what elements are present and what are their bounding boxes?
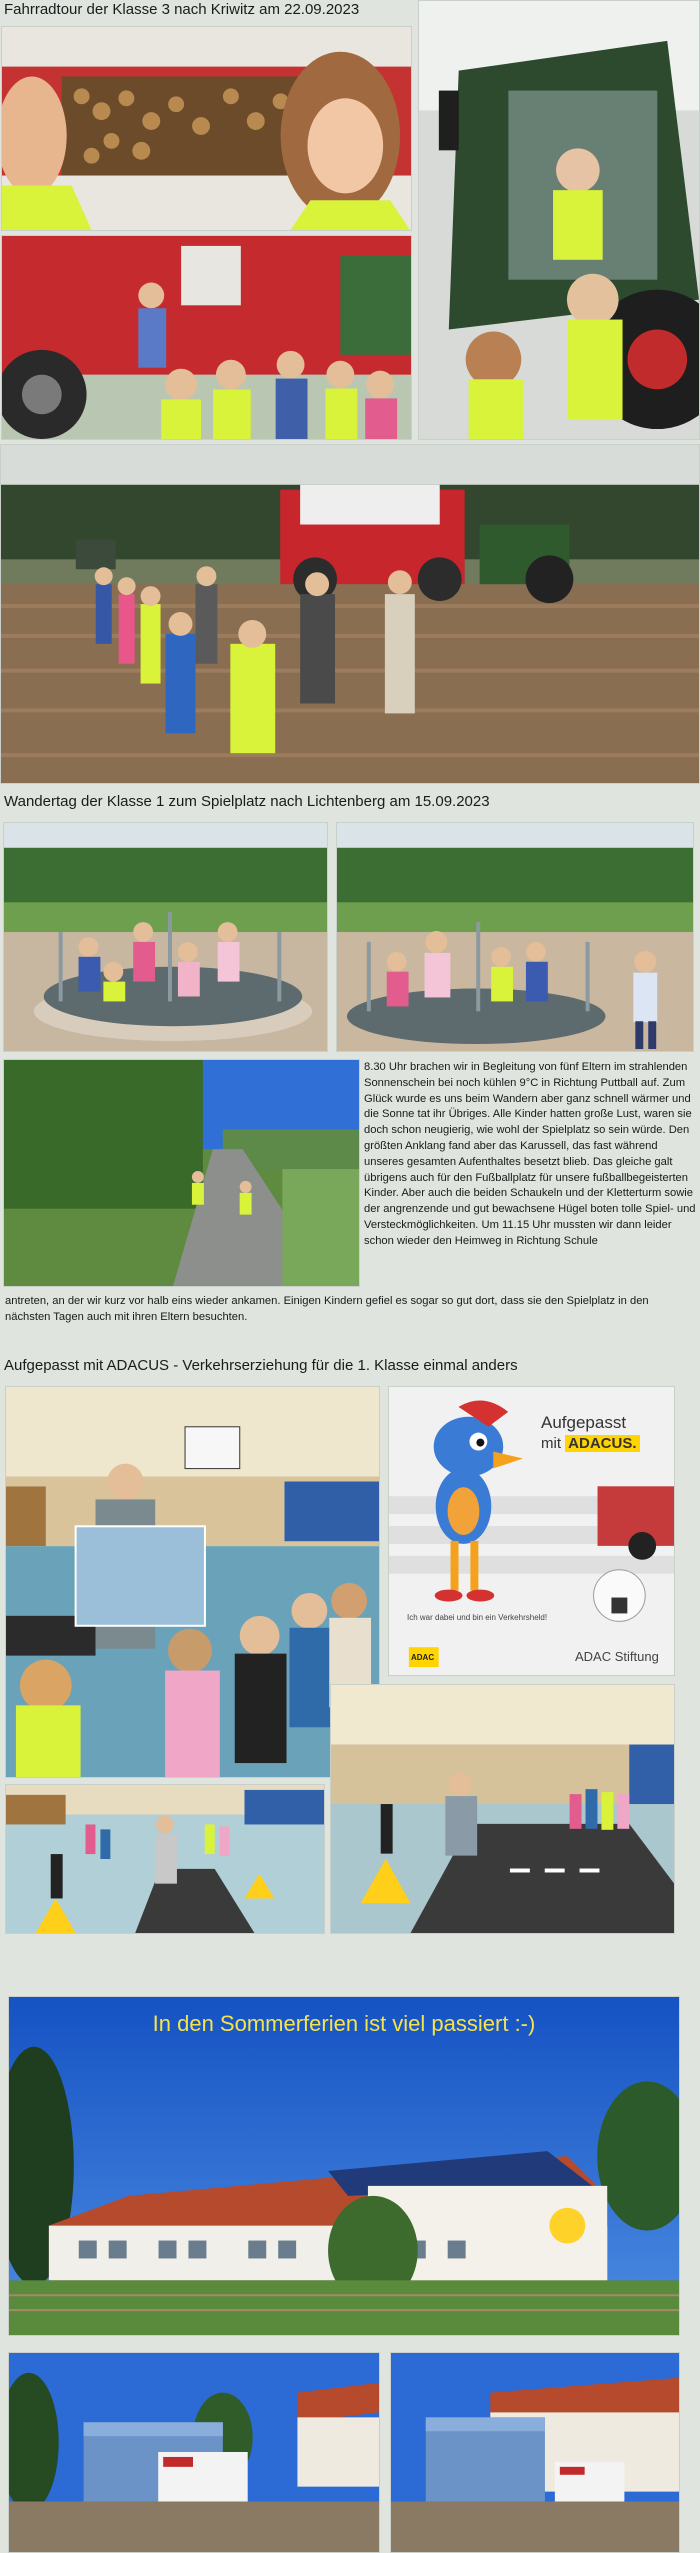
photo-tractor-cabin [418,0,700,440]
photo-gym-traffic-lights-left [5,1784,325,1934]
photo-gym-lesson-main [5,1386,380,1778]
poster-caption: Ich war dabei und bin ein Verkehrsheld! [407,1613,548,1622]
photo-carousel-left [3,822,328,1052]
photo-walking-path [3,1059,360,1287]
photo-school-summer [8,1996,680,2336]
photo-container-right [390,2352,680,2553]
adacus-poster [388,1386,675,1676]
section-title-wandertag: Wandertag der Klasse 1 zum Spielplatz nach Lichtenberg am 15.09.2023 [4,793,490,810]
section-title-adacus: Aufgepasst mit ADACUS - Verkehrserziehung für die 1. Klasse einmal anders [4,1357,518,1374]
photo-container-left [8,2352,380,2553]
photo-carousel-right [336,822,694,1052]
wandertag-paragraph-side: 8.30 Uhr brachen wir in Begleitung von fünf Eltern im strahlenden Sonnenschein bei noch kühlen 9°C in Richtung Puttball auf. Zum Glück wurde es uns beim Wandern aber ganz schnell wärmer und die Sonne tat ihr Übriges. Alle Kinder hatten große Lust, waren sie doch schon neugierig, wie wohl der Spielplatz so sein würde. Den größten Anklang fand aber das Karussell, das fast während unseres gesamten Aufenthaltes besetzt blieb. Das gleiche galt übrigens auch für den Fußballplatz für unsere fußballbegeisterten Kinder. Aber auch die beiden Schaukeln und der Kletterturm sowie der angrenzende und gut bewachsene Hügel boten tolle Spiel- und Versteckmöglichkeiten. Um 11.15 Uhr mussten wir dann leider schon wieder den Heimweg in Richtung Schule [364,1061,696,1247]
photo-gym-traffic-lights-right [330,1684,675,1934]
poster-brand: ADACUS. [565,1435,639,1452]
section-title-fahrradtour: Fahrradtour der Klasse 3 nach Kriwitz am 22.09.2023 [4,1,360,18]
poster-title-line-2: mit [541,1435,561,1452]
poster-footer: ADAC Stiftung [575,1649,659,1664]
poster-title-line-1: Aufgepasst [541,1413,627,1432]
summer-banner-title: In den Sommerferien ist viel passiert :-) [152,2011,536,2036]
wandertag-paragraph-continued: antreten, an der wir kurz vor halb eins wieder ankamen. Einigen Kindern gefiel es sogar so gut dort, dass sie den Spielplatz in den nächsten Tagen auch mit ihren Eltern besuchten. [5,1295,649,1323]
photo-field-harvester [0,444,700,784]
adac-logo: ADAC [411,1653,435,1662]
photo-harvester-kids [1,235,412,440]
photo-potato-harvest-girl [1,26,412,231]
